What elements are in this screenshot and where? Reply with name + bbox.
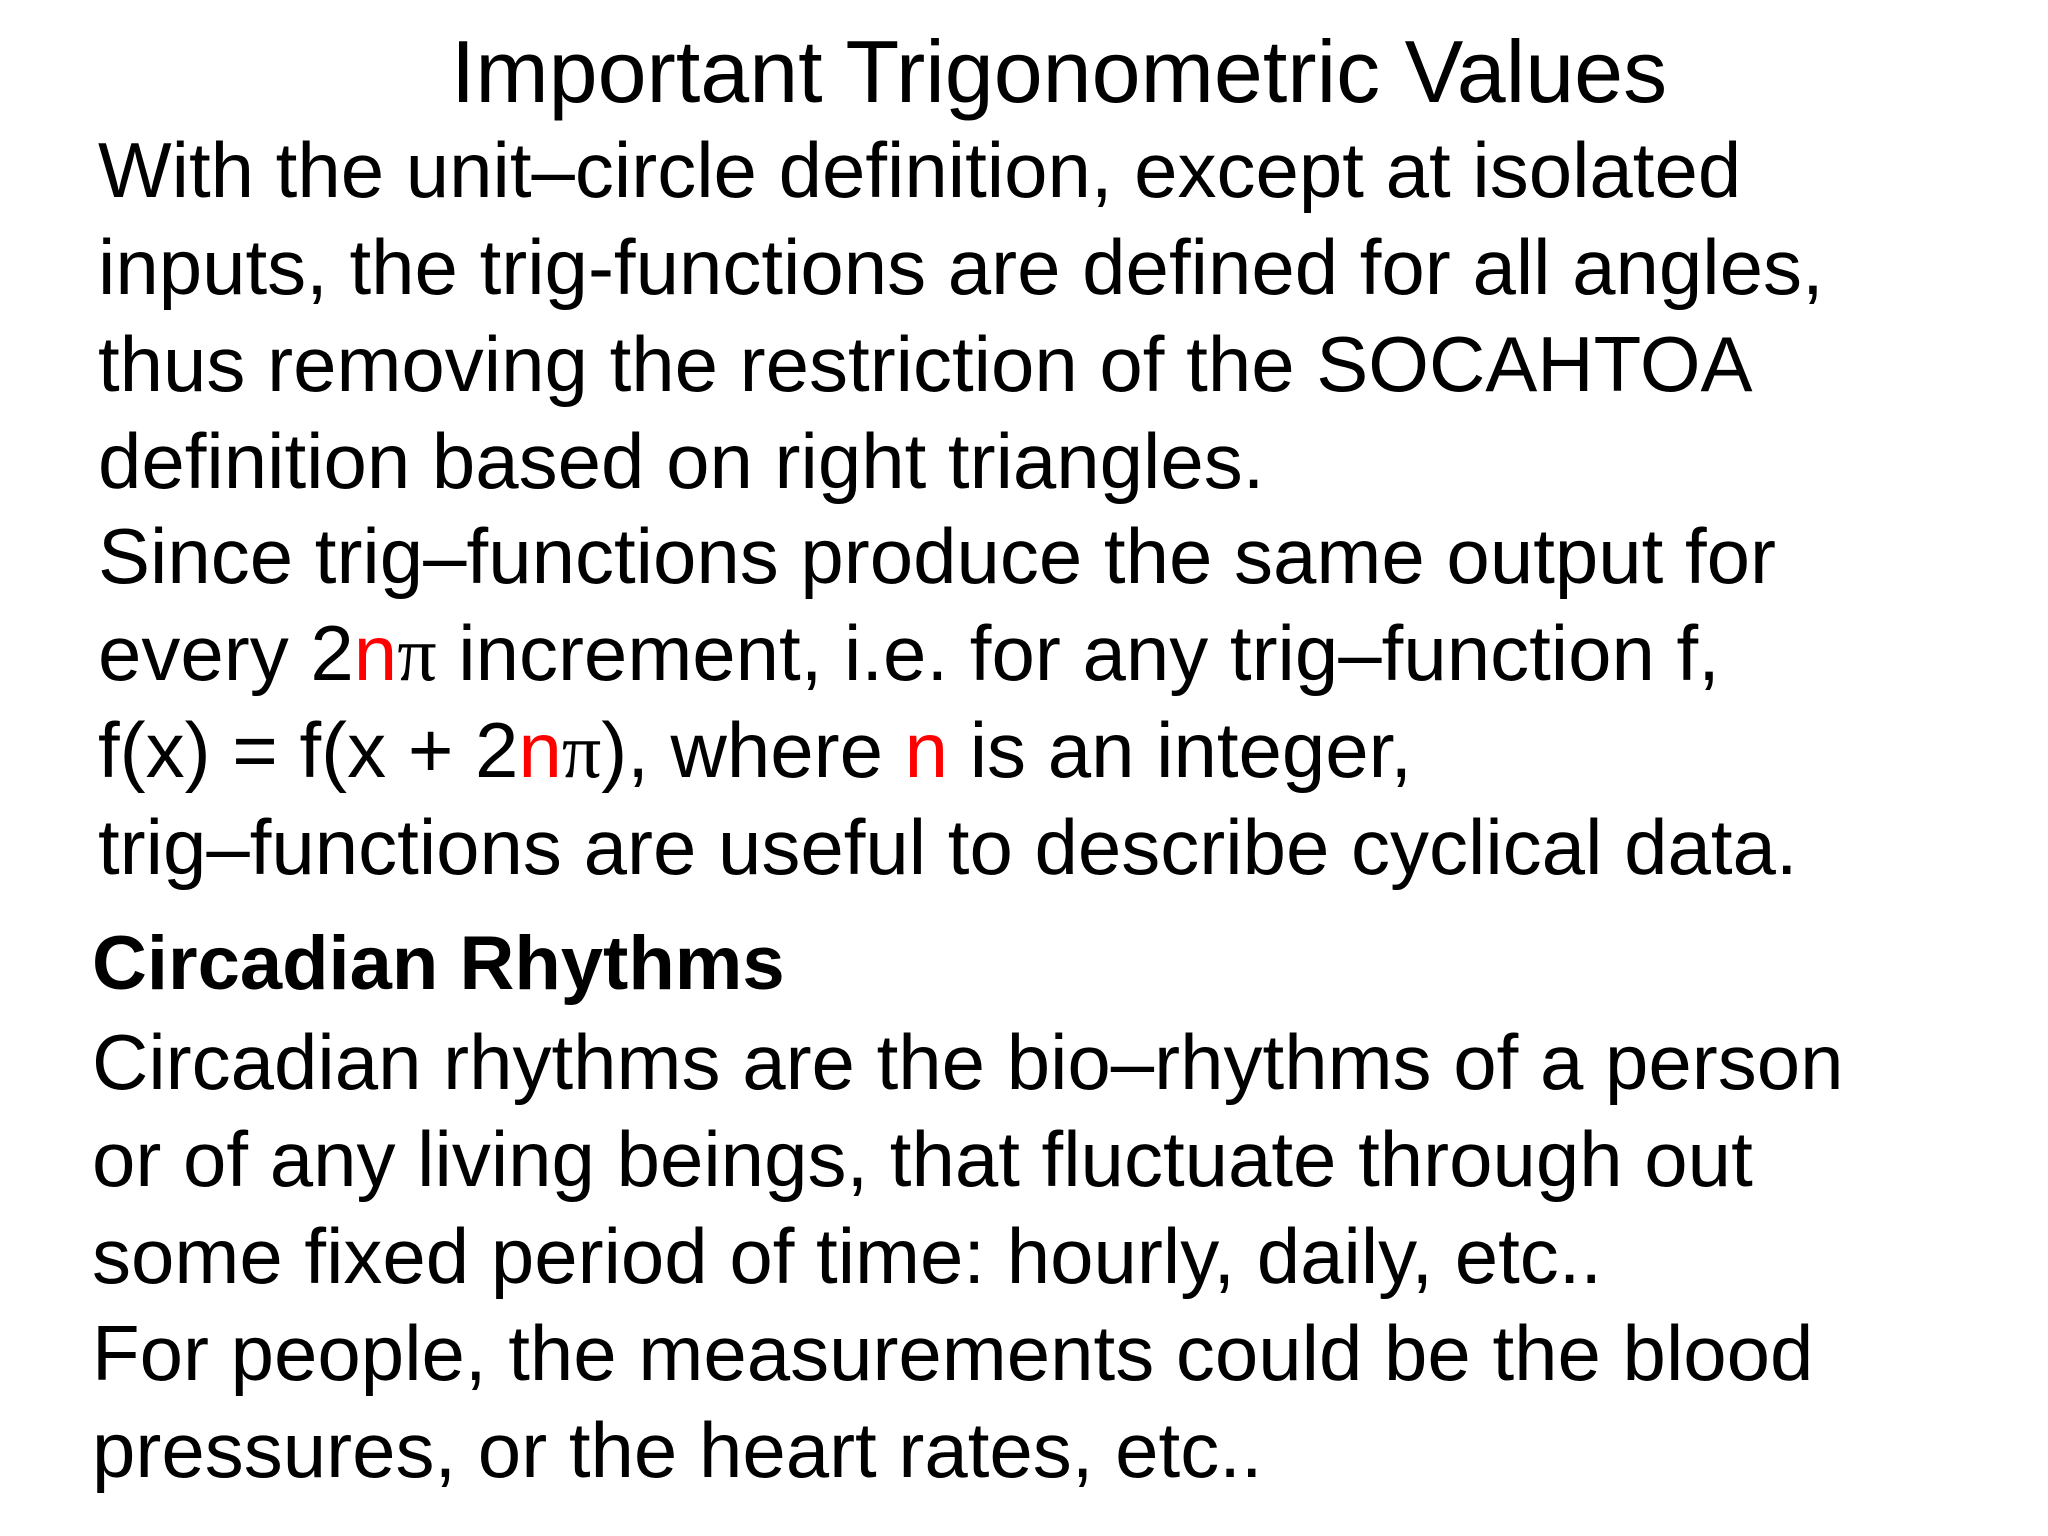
text-line: or of any living beings, that fluctuate through out bbox=[92, 1115, 1753, 1203]
text-line: inputs, the trig-functions are defined for all angles, bbox=[98, 223, 1824, 311]
text-line: thus removing the restriction of the SOCAHTOA bbox=[98, 320, 1753, 408]
text-fragment: is an integer, bbox=[948, 706, 1413, 794]
text-line: trig–functions are useful to describe cyclical data. bbox=[98, 803, 1798, 891]
text-line: pressures, or the heart rates, etc.. bbox=[92, 1406, 1263, 1494]
highlight-n: n bbox=[353, 609, 398, 697]
section-heading: Circadian Rhythms bbox=[92, 921, 785, 1006]
text-fragment: ), where bbox=[601, 706, 905, 794]
text-line: some fixed period of time: hourly, daily, etc.. bbox=[92, 1212, 1603, 1300]
unit-circle-paragraph bbox=[98, 122, 1824, 510]
periodicity-paragraph bbox=[98, 508, 1798, 896]
text-line bbox=[98, 605, 1798, 702]
highlight-n: n bbox=[904, 706, 949, 794]
text-line: Since trig–functions produce the same output for bbox=[98, 512, 1776, 600]
pi-symbol: π bbox=[397, 610, 437, 697]
highlight-n: n bbox=[518, 706, 562, 794]
text-line: For people, the measurements could be the blood bbox=[92, 1309, 1814, 1397]
text-line: definition based on right triangles. bbox=[98, 417, 1265, 505]
text-line: With the unit–circle definition, except at isolated bbox=[98, 126, 1742, 214]
circadian-paragraph bbox=[92, 1014, 1844, 1499]
pi-symbol: π bbox=[561, 707, 602, 794]
text-fragment: f(x) = f(x + 2 bbox=[98, 706, 519, 794]
page-title: Important Trigonometric Values bbox=[450, 22, 1668, 121]
text-fragment: increment, i.e. for any trig–function f, bbox=[436, 609, 1720, 697]
text-fragment: every 2 bbox=[98, 609, 354, 697]
text-line: Circadian rhythms are the bio–rhythms of a person bbox=[92, 1018, 1844, 1106]
text-line bbox=[98, 702, 1798, 799]
